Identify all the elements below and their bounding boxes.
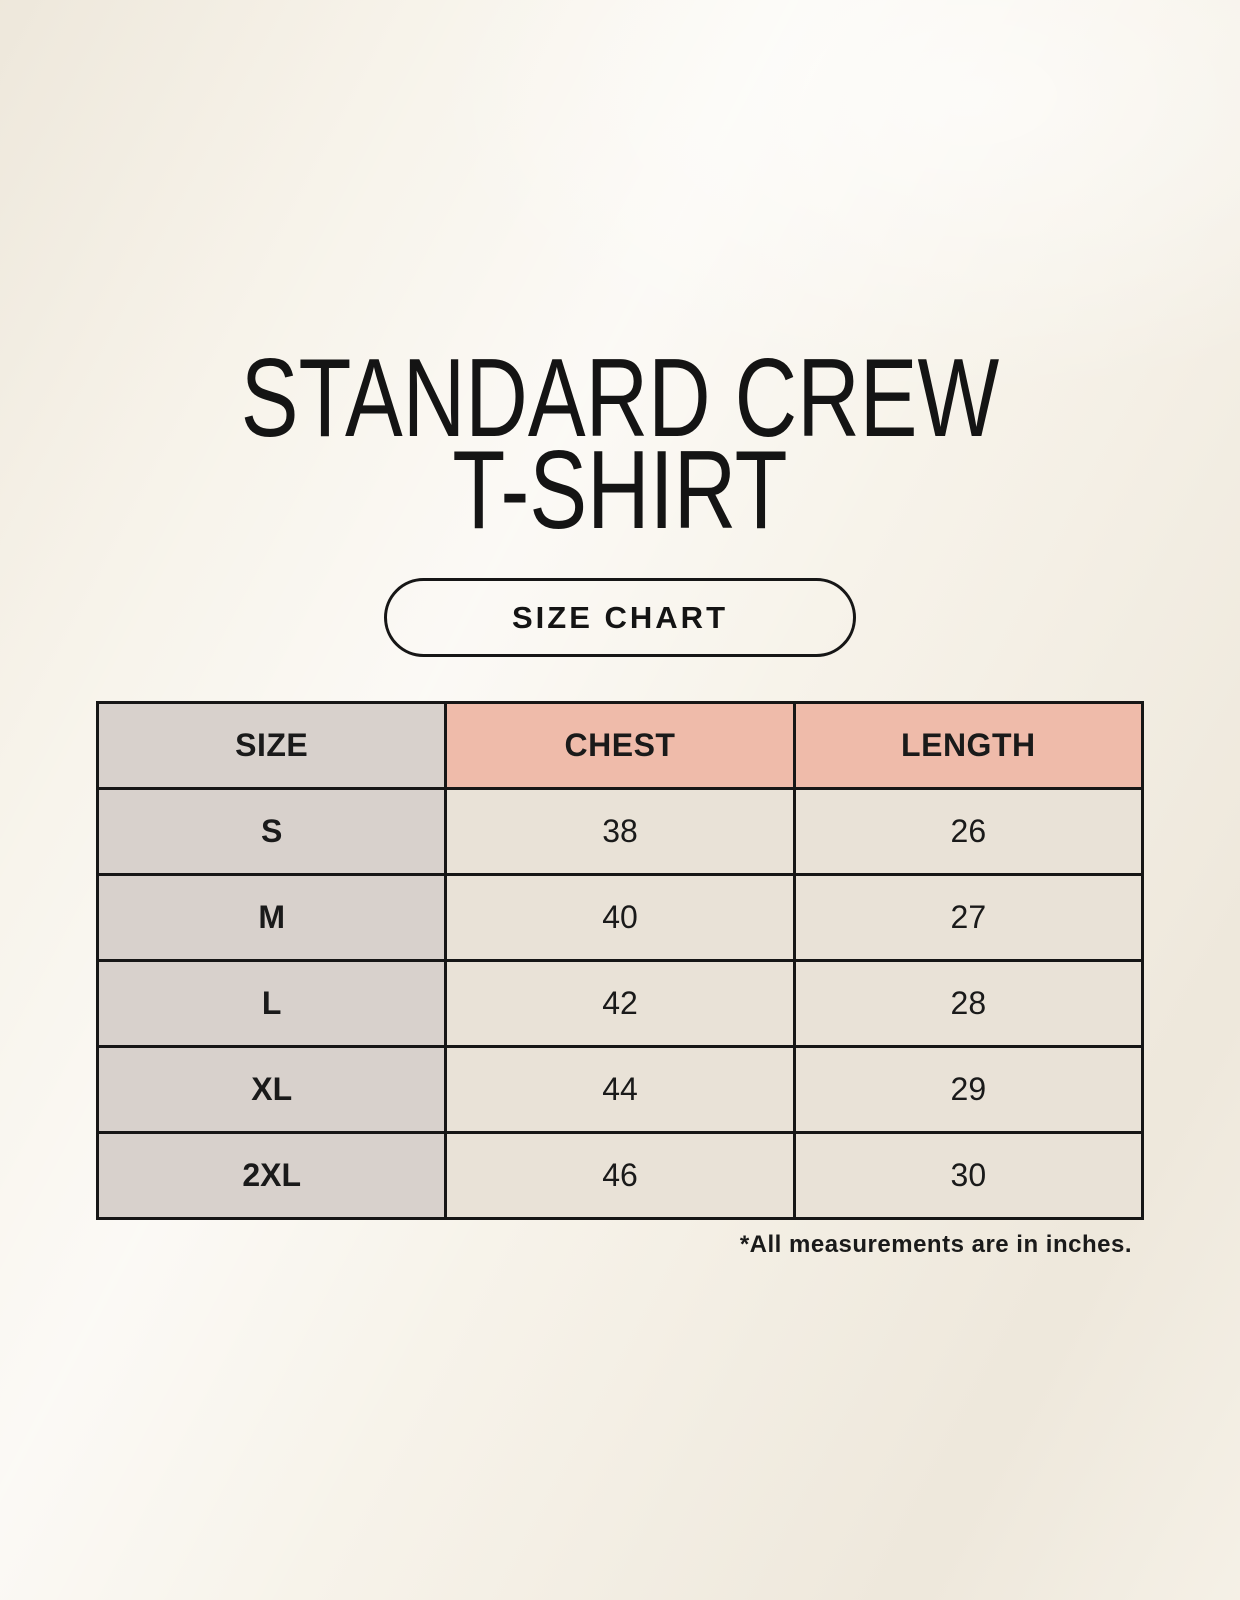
table-row-xl bbox=[98, 1047, 1143, 1133]
cell-size-label: S bbox=[98, 789, 446, 875]
table-header-row bbox=[98, 703, 1143, 789]
cell-length-value: 26 bbox=[794, 789, 1142, 875]
column-header-size: SIZE bbox=[98, 703, 446, 789]
cell-size-label: 2XL bbox=[98, 1133, 446, 1219]
page-title bbox=[0, 0, 1240, 552]
cell-length-value: 27 bbox=[794, 875, 1142, 961]
column-header-chest: CHEST bbox=[446, 703, 794, 789]
cell-chest-value: 38 bbox=[446, 789, 794, 875]
cell-size-label: M bbox=[98, 875, 446, 961]
cell-length-value: 30 bbox=[794, 1133, 1142, 1219]
cell-chest-value: 46 bbox=[446, 1133, 794, 1219]
table-row-l bbox=[98, 961, 1143, 1047]
size-chart-table bbox=[96, 701, 1144, 1220]
cell-chest-value: 42 bbox=[446, 961, 794, 1047]
measurements-footnote: *All measurements are in inches. bbox=[739, 1231, 1132, 1258]
cell-size-label: L bbox=[98, 961, 446, 1047]
table-row-m bbox=[98, 875, 1143, 961]
size-chart-button-label: SIZE CHART bbox=[512, 599, 728, 635]
cell-length-value: 29 bbox=[794, 1047, 1142, 1133]
cell-length-value: 28 bbox=[794, 961, 1142, 1047]
cell-chest-value: 40 bbox=[446, 875, 794, 961]
cell-size-label: XL bbox=[98, 1047, 446, 1133]
size-chart-button[interactable] bbox=[384, 578, 856, 657]
column-header-length: LENGTH bbox=[794, 703, 1142, 789]
table-row-s bbox=[98, 789, 1143, 875]
title-line-2: T-SHIRT bbox=[452, 428, 788, 552]
table-row-2xl bbox=[98, 1133, 1143, 1219]
title-line-1: STANDARD CREW bbox=[240, 336, 1000, 460]
cell-chest-value: 44 bbox=[446, 1047, 794, 1133]
